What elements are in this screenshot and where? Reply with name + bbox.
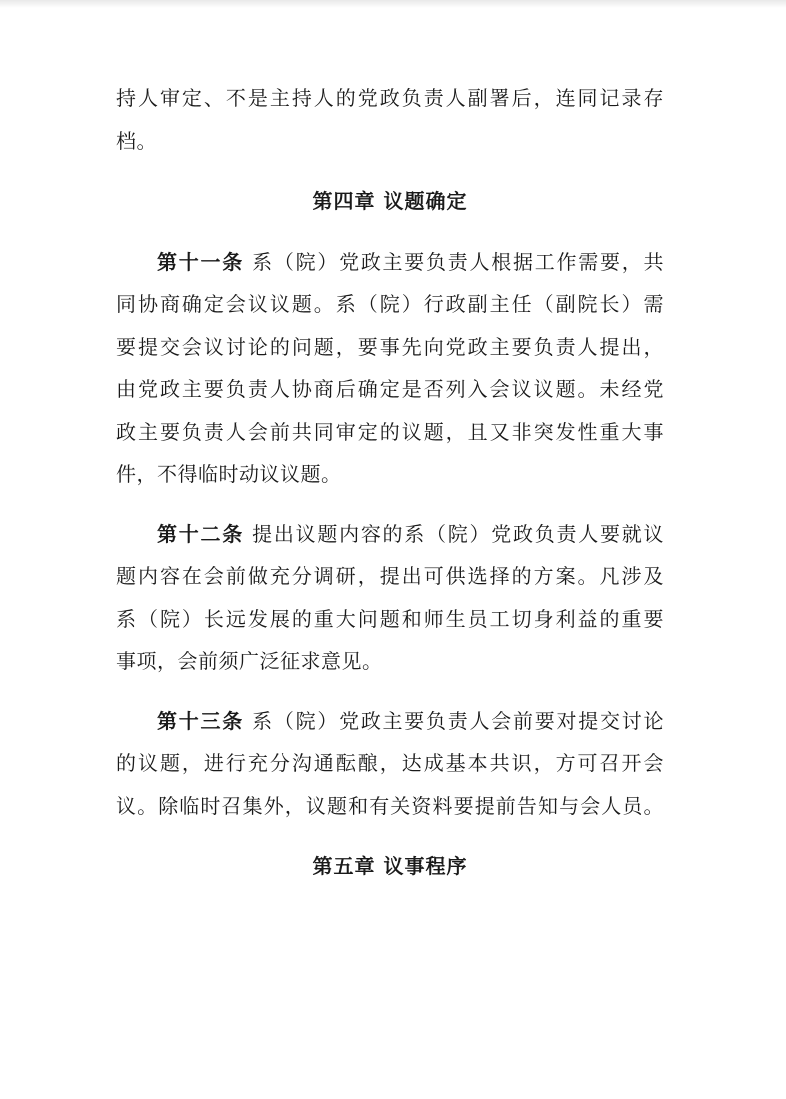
article-12 xyxy=(116,513,664,683)
article-11-line: 件，不得临时动议议题。 xyxy=(116,462,342,486)
article-12-first-line xyxy=(116,513,664,556)
article-11-line: 要提交会议讨论的问题，要事先向党政主要负责人提出， xyxy=(116,334,664,359)
article-11-line: 由党政主要负责人协商后确定是否列入会议议题。未经党 xyxy=(116,377,664,401)
article-12-line: 系（院）长远发展的重大问题和师生员工切身利益的重要 xyxy=(116,606,664,631)
article-13-label: 第十三条 xyxy=(157,708,244,733)
intro-line-2: 档。 xyxy=(116,128,157,153)
article-11-first-line xyxy=(116,241,664,284)
article-11-line: 同协商确定会议议题。系（院）行政副主任（副院长）需 xyxy=(116,292,664,316)
article-13-line: 议。除临时召集外，议题和有关资料要提前告知与会人员。 xyxy=(116,793,664,818)
article-11-line: 政主要负责人会前共同审定的议题，且又非突发性重大事 xyxy=(116,419,664,444)
article-13-first-line xyxy=(116,700,664,743)
page-top-shadow xyxy=(0,0,786,8)
article-13-first-text: 系（院）党政主要负责人会前要对提交讨论 xyxy=(243,708,665,733)
document-page xyxy=(116,77,664,888)
article-12-label: 第十二条 xyxy=(157,521,244,546)
article-11-first-text: 系（院）党政主要负责人根据工作需要，共 xyxy=(243,249,665,274)
chapter-5-heading: 第五章 议事程序 xyxy=(312,854,468,878)
chapter-4-heading: 第四章 议题确定 xyxy=(312,189,468,213)
article-12-first-text: 提出议题内容的系（院）党政负责人要就议 xyxy=(243,521,665,546)
article-12-line: 题内容在会前做充分调研，提出可供选择的方案。凡涉及 xyxy=(116,564,664,588)
article-11-label: 第十一条 xyxy=(157,249,244,274)
article-12-line: 事项，会前须广泛征求意见。 xyxy=(116,649,383,673)
article-13-line: 的议题，进行充分沟通酝酿，达成基本共识，方可召开会 xyxy=(116,751,664,775)
article-13 xyxy=(116,700,664,828)
intro-line-1: 持人审定、不是主持人的党政负责人副署后，连同记录存 xyxy=(116,86,664,110)
article-11 xyxy=(116,241,664,496)
